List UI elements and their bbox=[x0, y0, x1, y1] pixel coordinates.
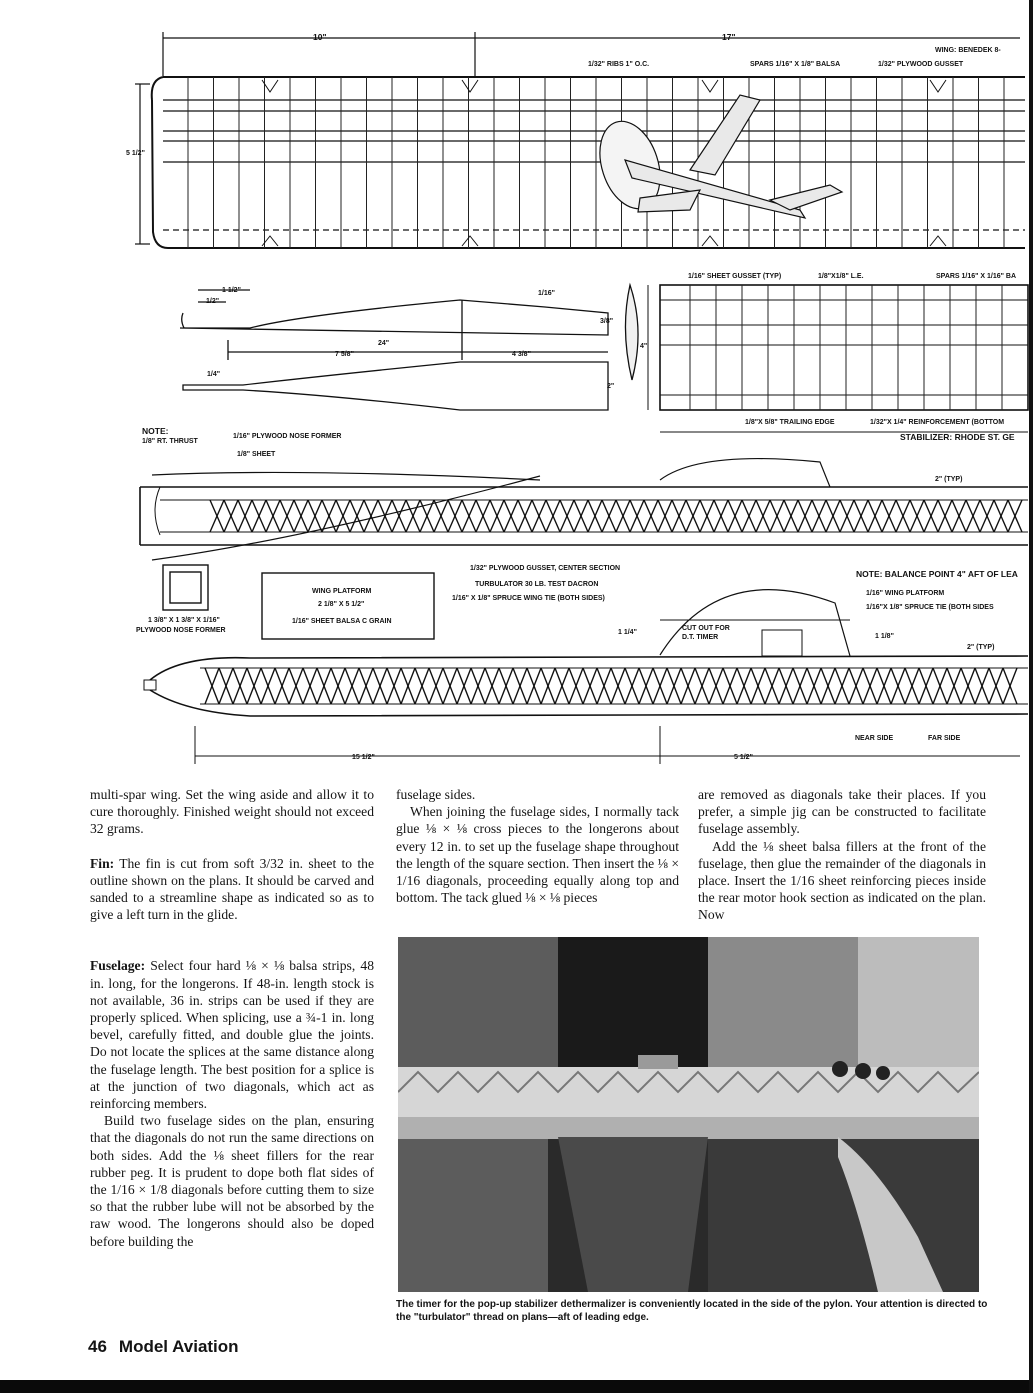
turbulator: TURBULATOR 30 LB. TEST DACRON bbox=[475, 581, 599, 588]
dim-1-16: 1/16" bbox=[538, 290, 555, 297]
dim-2: 2" bbox=[607, 383, 615, 390]
dim-1-2: 1/2" bbox=[206, 298, 220, 305]
sheet-1-8: 1/8" SHEET bbox=[237, 451, 276, 458]
page-right-border bbox=[1029, 0, 1033, 1393]
fuselage-text: Select four hard ⅛ × ⅛ balsa strips, 48 in. long, for the longerons. If 48-in. length stock is not available, 36 in. strips can be used if they are properly spliced. When splicing, use a ¾-1 in. long bevel, carefully fitted, and double glue the joints. Do not locate the splices at the same distance along the fuselage length. The best position for a splice is at the junction of two diagonals, which act as reinforcing members. bbox=[90, 958, 374, 1112]
model-airplane-sketch-icon bbox=[589, 95, 842, 218]
gusset-label: 1/32" PLYWOOD GUSSET bbox=[878, 61, 964, 68]
dim-1-4: 1/4" bbox=[207, 371, 221, 378]
article-column-3 bbox=[698, 786, 986, 924]
dt-timer: D.T. TIMER bbox=[682, 634, 719, 641]
wing-platform-16: 1/16" WING PLATFORM bbox=[866, 590, 945, 597]
stab-te: 1/8"X 5/8" TRAILING EDGE bbox=[745, 419, 835, 426]
fuselage-paragraph bbox=[90, 957, 374, 1112]
dim-1-1-4: 1 1/4" bbox=[618, 629, 637, 636]
stab-reinf: 1/32"X 1/4" REINFORCEMENT (BOTTOM bbox=[870, 419, 1005, 426]
fin-text: The fin is cut from soft 3/32 in. sheet to the outline shown on the plans. It should be carved and sanded to a streamline shape as indicated so as to give a left turn in the glide. bbox=[90, 855, 374, 923]
article-column-2 bbox=[396, 786, 679, 906]
paragraph: Build two fuselage sides on the plan, ensuring that the diagonals do not run the same directions on both sides. Add the ⅛ sheet fillers for the rear rubber peg. It is prudent to dope both flat sides of the 1/16 × 1/8 diagonals before cutting them to size so that the rubber lube will not be absorbed by the raw wood. The longerons should also be doped before building the bbox=[90, 1113, 374, 1249]
platform-sheet: 1/16" SHEET BALSA C GRAIN bbox=[292, 618, 392, 625]
dim-5-1-2b: 5 1/2" bbox=[734, 754, 753, 761]
stab-spars: SPARS 1/16" X 1/16" BA bbox=[936, 273, 1017, 280]
paragraph: fuselage sides. bbox=[396, 787, 476, 802]
note-label: NOTE: bbox=[142, 426, 169, 436]
dim-1-1-2: 1 1/2" bbox=[222, 287, 241, 294]
spars-label: SPARS 1/16" X 1/8" BALSA bbox=[750, 61, 841, 68]
platform-title: WING PLATFORM bbox=[312, 588, 372, 595]
note-balance: NOTE: BALANCE POINT 4" AFT OF LEA bbox=[856, 569, 1018, 579]
stabilizer-ribs bbox=[690, 285, 1002, 410]
cutout: CUT OUT FOR bbox=[682, 625, 730, 632]
dim-7-5-8: 7 5/8" bbox=[335, 351, 354, 358]
dim-10: 10" bbox=[313, 32, 327, 42]
stab-le: 1/8"X1/8" L.E. bbox=[818, 273, 864, 280]
ply-gusset-center: 1/32" PLYWOOD GUSSET, CENTER SECTION bbox=[470, 565, 621, 572]
spruce-tie: 1/16" X 1/8" SPRUCE WING TIE (BOTH SIDES) bbox=[452, 595, 605, 602]
nose-former-box2: PLYWOOD NOSE FORMER bbox=[136, 627, 226, 634]
page-bottom-border bbox=[0, 1380, 1033, 1393]
typ-2b: 2" (TYP) bbox=[967, 644, 995, 651]
wing-title: WING: BENEDEK 8- bbox=[935, 47, 1001, 54]
paragraph: When joining the fuselage sides, I normally tack glue ⅛ × ⅛ cross pieces to the longerons about every 12 in. to set up the fuselage shape throughout the length of the square section. Then insert the ⅛ × 1/16 diagonals, proceeding equally along top and bottom. The tack glued ⅛ × ⅛ pieces bbox=[396, 804, 679, 906]
fin-paragraph bbox=[90, 855, 374, 924]
dim-5-1-2: 5 1/2" bbox=[126, 150, 145, 157]
dim-3-8: 3/8" bbox=[600, 318, 614, 325]
near-side: NEAR SIDE bbox=[855, 735, 894, 742]
dim-17: 17" bbox=[722, 32, 736, 42]
paragraph: multi-spar wing. Set the wing aside and allow it to cure thoroughly. Finished weight should not exceed 32 grams. bbox=[90, 787, 374, 837]
fuselage-heading: Fuselage: bbox=[90, 958, 146, 974]
fin-heading: Fin: bbox=[90, 855, 115, 871]
article-column-1 bbox=[90, 786, 374, 1250]
stab-sheet-gusset: 1/16" SHEET GUSSET (TYP) bbox=[688, 273, 782, 280]
pylon-timer-photo bbox=[398, 937, 979, 1292]
platform-size: 2 1/8" X 5 1/2" bbox=[318, 601, 365, 608]
rt-thrust: 1/8" RT. THRUST bbox=[142, 438, 198, 445]
page-footer bbox=[88, 1337, 239, 1357]
typ-2: 2" (TYP) bbox=[935, 476, 963, 483]
nose-former-box: 1 3/8" X 1 3/8" X 1/16" bbox=[148, 617, 220, 624]
dim-4: 4" bbox=[640, 343, 648, 350]
stab-title: STABILIZER: RHODE ST. GE bbox=[900, 432, 1015, 442]
page-number: 46 bbox=[88, 1337, 107, 1356]
far-side: FAR SIDE bbox=[928, 735, 961, 742]
paragraph: are removed as diagonals take their places. If you prefer, a simple jig can be constructed to facilitate fuselage assembly. bbox=[698, 787, 986, 837]
dim-1-1-8: 1 1/8" bbox=[875, 633, 894, 640]
dim-4-3-8: 4 3/8" bbox=[512, 351, 531, 358]
nose-former: 1/16" PLYWOOD NOSE FORMER bbox=[233, 433, 342, 440]
spruce-tie-2: 1/16"X 1/8" SPRUCE TIE (BOTH SIDES bbox=[866, 604, 994, 611]
photo-caption: The timer for the pop-up stabilizer dethermalizer is conveniently located in the side of the pylon. Your attention is directed to the "turbulator" thread on plans—aft of leading edge. bbox=[396, 1299, 988, 1323]
fuselage-side-diagonals bbox=[205, 668, 1017, 704]
ribs-label: 1/32" RIBS 1" O.C. bbox=[588, 61, 650, 68]
dim-15-1-2: 15 1/2" bbox=[352, 754, 375, 761]
dim-24: 24" bbox=[378, 340, 390, 347]
publication-name: Model Aviation bbox=[118, 1337, 239, 1356]
paragraph: Add the ⅛ sheet balsa fillers at the front of the fuselage, then glue the remainder of the diagonals in place. Insert the 1/16 sheet reinforcing pieces inside the rear motor hook section as indicated on the plan. Now bbox=[698, 838, 986, 923]
